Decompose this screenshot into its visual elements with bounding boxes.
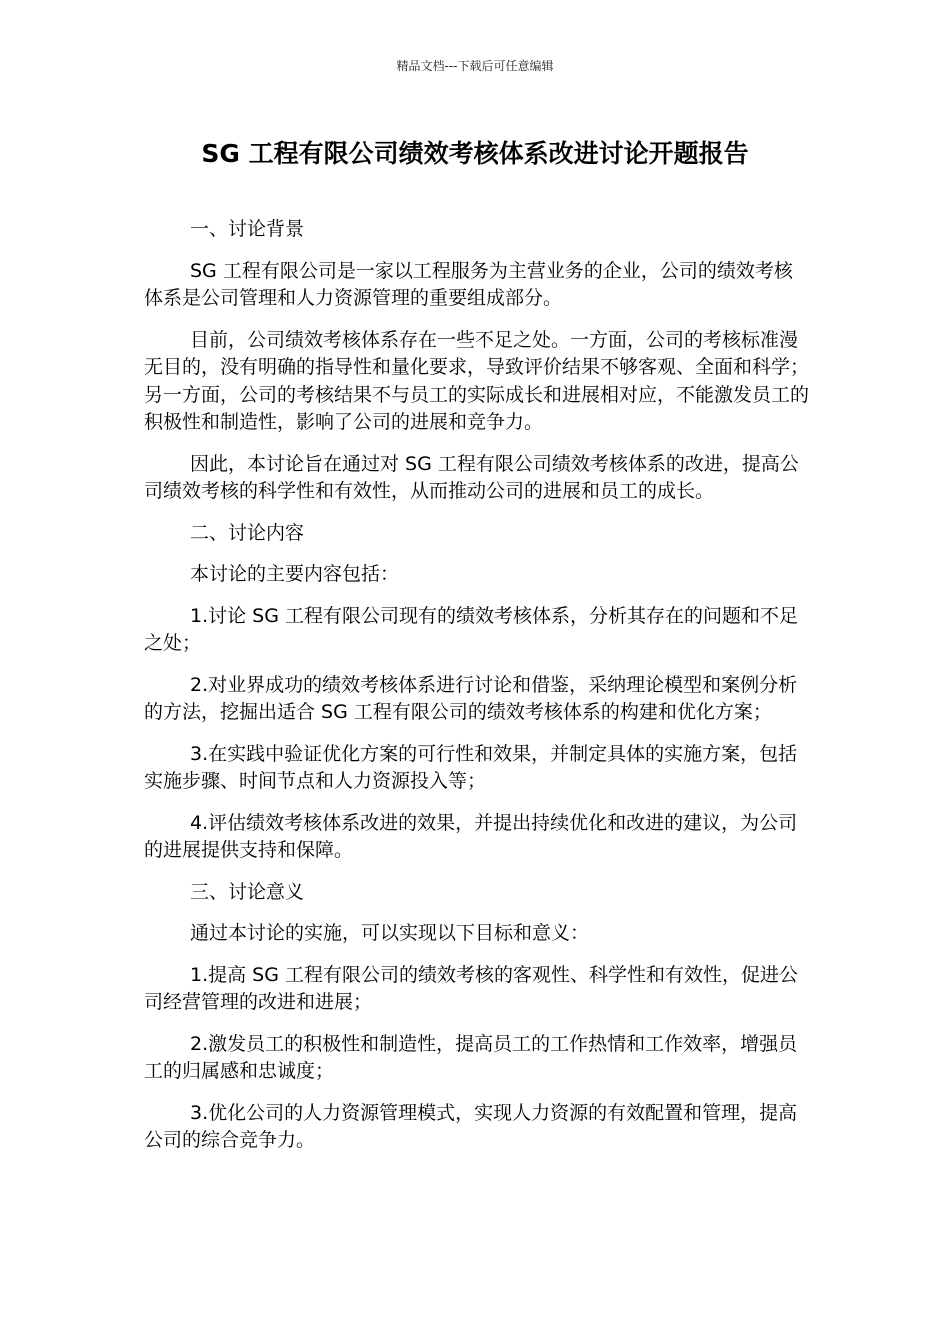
- list-item: 2.对业界成功的绩效考核体系进行讨论和借鉴，采纳理论模型和案例分析的方法，挖掘出适合 SG 工程有限公司的绩效考核体系的构建和优化方案；: [144, 673, 798, 723]
- document-body: [144, 216, 810, 1169]
- list-item: 1.提高 SG 工程有限公司的绩效考核的客观性、科学性和有效性，促进公司经营管理的改进和进展；: [144, 963, 798, 1013]
- list-item: 4.评估绩效考核体系改进的效果，并提出持续优化和改进的建议，为公司的进展提供支持和保障。: [144, 811, 798, 861]
- paragraph: 目前，公司绩效考核体系存在一些不足之处。一方面，公司的考核标准漫无目的，没有明确的指导性和量化要求，导致评价结果不够客观、全面和科学；另一方面，公司的考核结果不与员工的实际成长和进展相对应，不能激发员工的积极性和制造性，影响了公司的进展和竞争力。: [144, 328, 810, 433]
- document-title: SG 工程有限公司绩效考核体系改进讨论开题报告: [201, 139, 749, 168]
- paragraph: SG 工程有限公司是一家以工程服务为主营业务的企业，公司的绩效考核体系是公司管理和人力资源管理的重要组成部分。: [144, 259, 793, 309]
- paragraph: 本讨论的主要内容包括：: [190, 563, 400, 585]
- paragraph: 因此，本讨论旨在通过对 SG 工程有限公司绩效考核体系的改进，提高公司绩效考核的科学性和有效性，从而推动公司的进展和员工的成长。: [144, 452, 799, 502]
- list-item: 3.优化公司的人力资源管理模式，实现人力资源的有效配置和管理，提高公司的综合竞争力。: [144, 1101, 798, 1151]
- section-heading-significance: 三、讨论意义: [190, 880, 305, 903]
- paragraph: 通过本讨论的实施，可以实现以下目标和意义：: [190, 922, 590, 944]
- list-item: 3.在实践中验证优化方案的可行性和效果，并制定具体的实施方案，包括实施步骤、时间节点和人力资源投入等；: [144, 742, 798, 792]
- list-item: 1.讨论 SG 工程有限公司现有的绩效考核体系，分析其存在的问题和不足之处；: [144, 604, 798, 654]
- section-heading-content: 二、讨论内容: [190, 521, 305, 544]
- list-item: 2.激发员工的积极性和制造性，提高员工的工作热情和工作效率，增强员工的归属感和忠诚度；: [144, 1032, 798, 1082]
- page-header: 精品文档---下载后可任意编辑: [396, 59, 554, 73]
- section-heading-background: 一、讨论背景: [190, 218, 305, 240]
